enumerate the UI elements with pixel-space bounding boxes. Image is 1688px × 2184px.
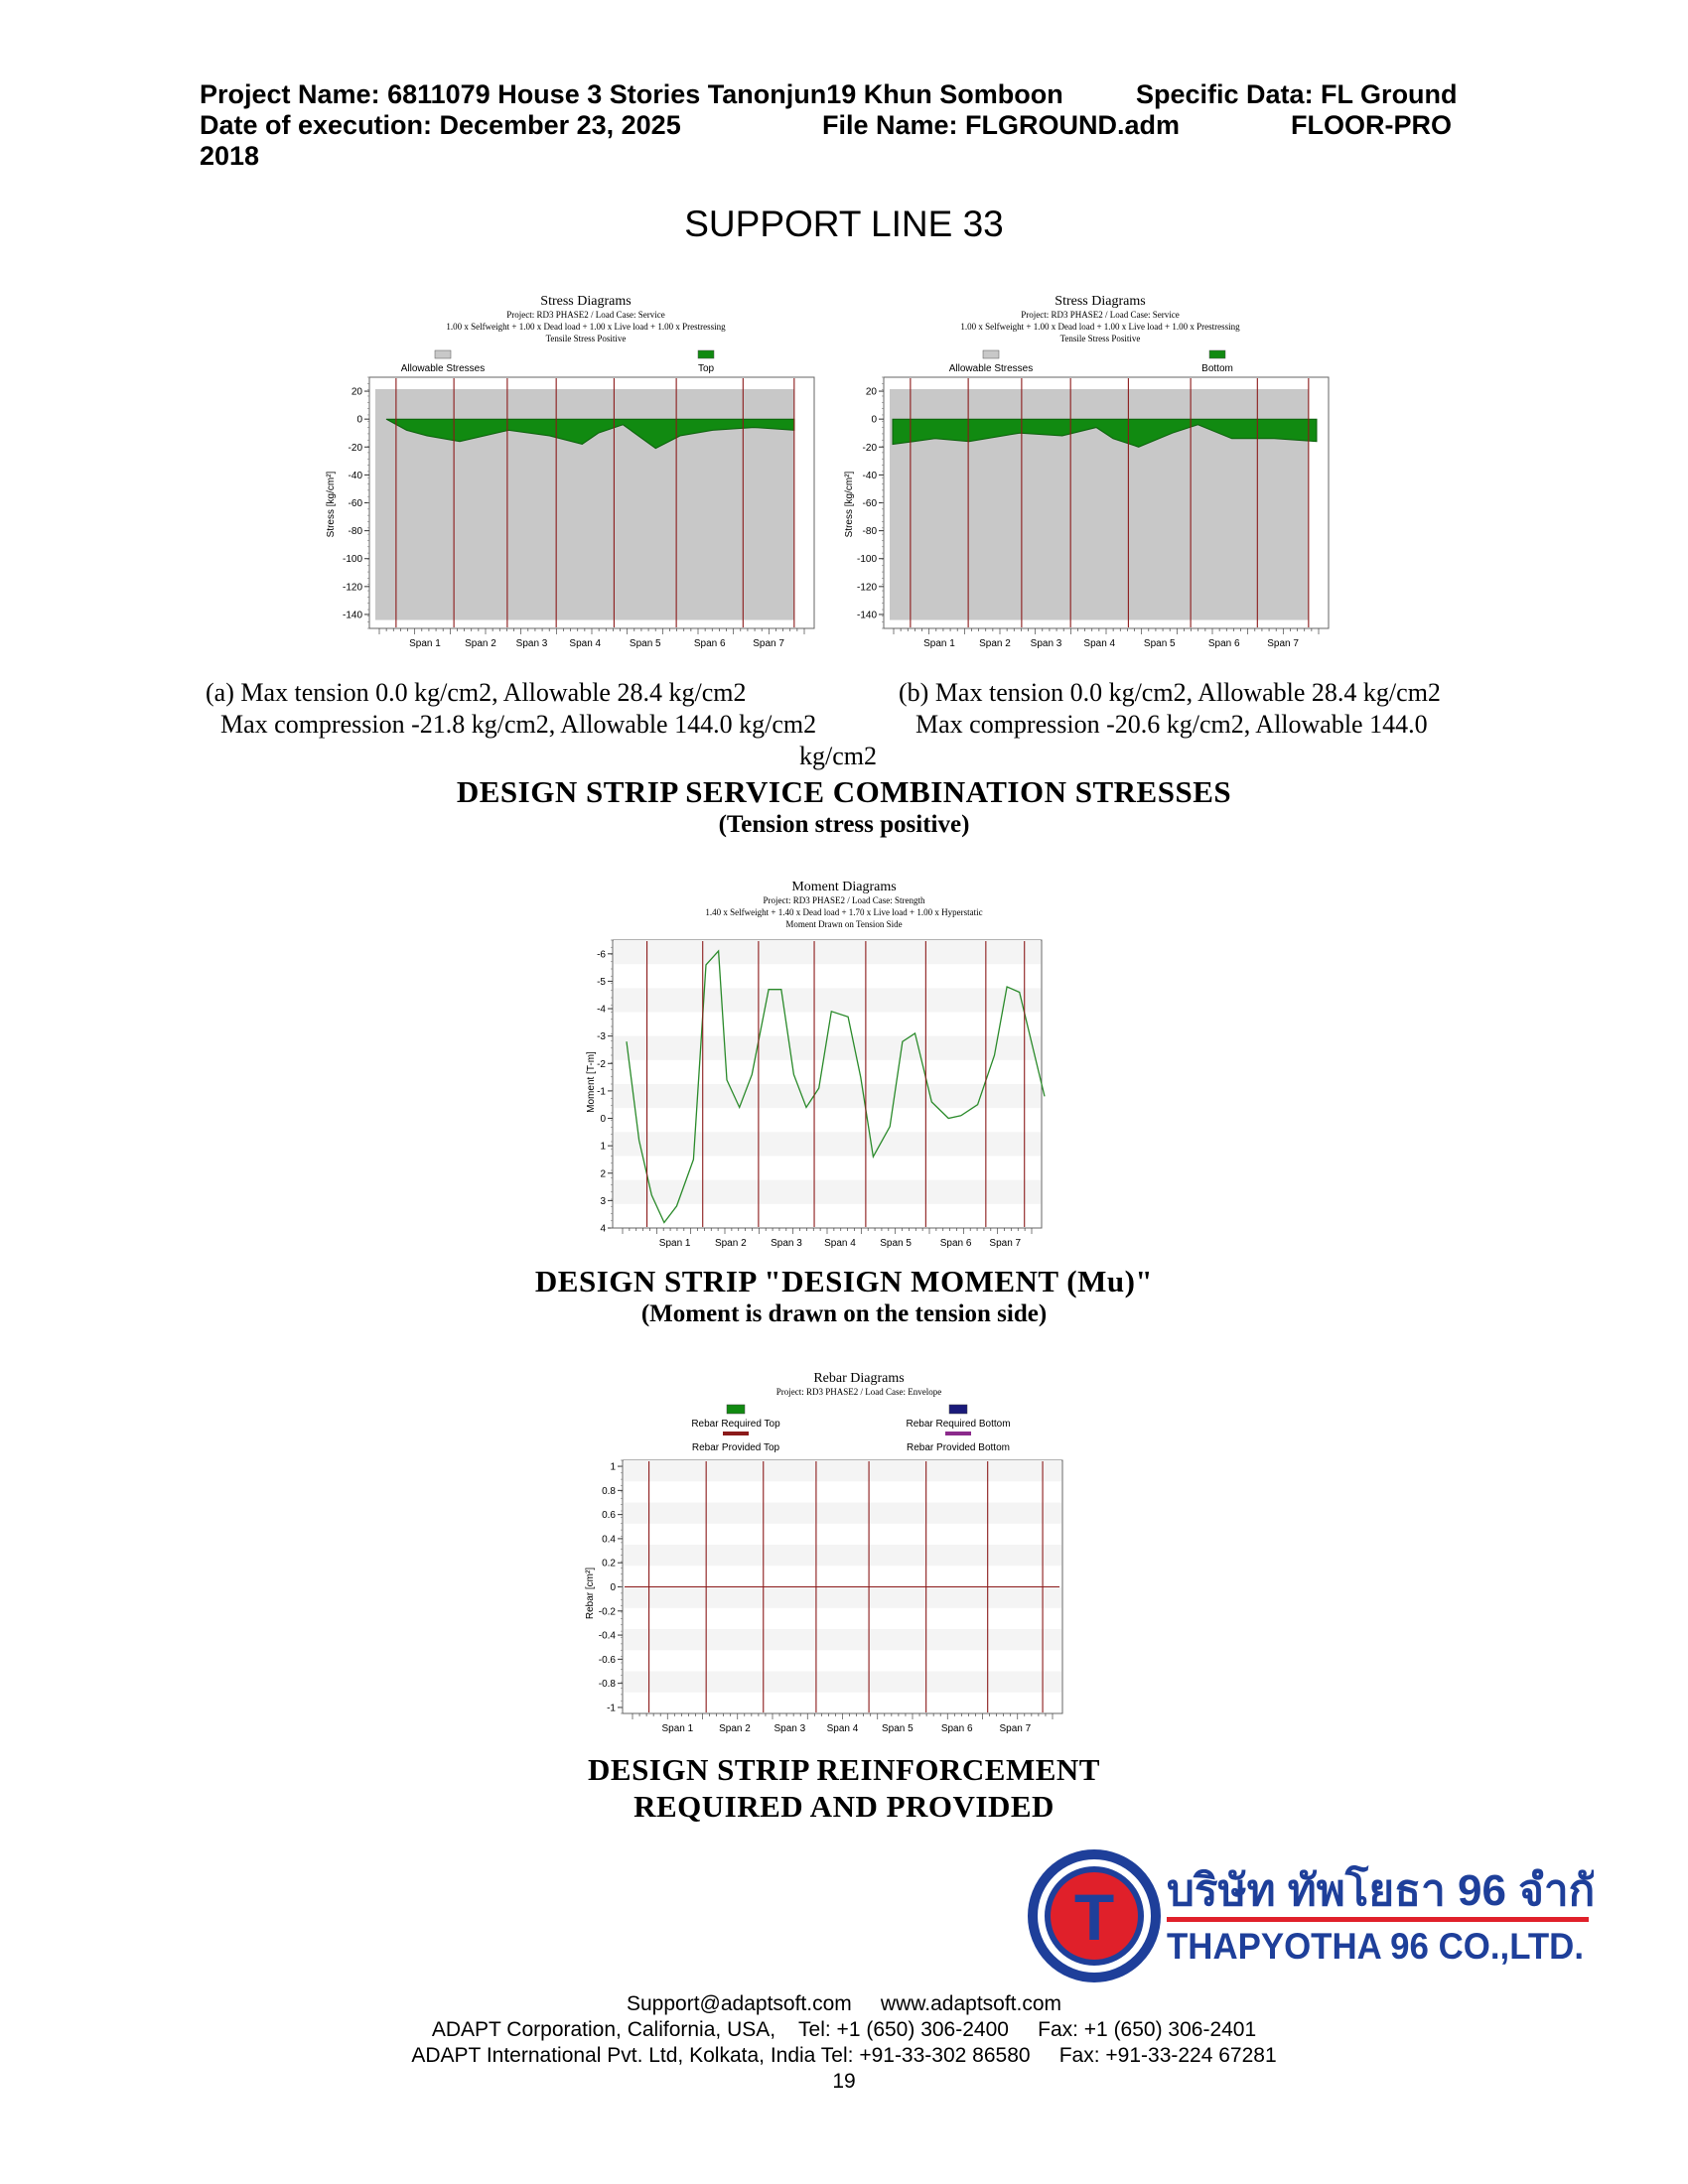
span-label: Span 2: [714, 1238, 747, 1249]
rebar-section-title-line2: REQUIRED AND PROVIDED: [633, 1789, 1055, 1824]
span-label: Span 1: [661, 1723, 694, 1734]
y-tick-label: -120: [856, 582, 877, 594]
chart-title: Moment Diagrams: [791, 880, 897, 894]
caption-a-line2: Max compression -21.8 kg/cm2, Allowable 144.0 kg/cm2: [220, 710, 817, 739]
span-label: Span 6: [693, 638, 726, 649]
chart-combination: 1.00 x Selfweight + 1.00 x Dead load + 1.00 x Live load + 1.00 x Prestressing: [960, 322, 1240, 332]
span-label: Span 5: [629, 638, 661, 649]
chart-subtitle: Project: RD3 PHASE2 / Load Case: Service: [506, 310, 665, 320]
y-tick-label: -60: [862, 498, 877, 509]
span-label: Span 4: [1083, 638, 1116, 649]
span-label: Span 3: [1030, 638, 1062, 649]
span-label: Span 2: [719, 1723, 751, 1734]
product-year: 2018: [200, 141, 260, 171]
y-tick-label: -5: [597, 976, 606, 988]
rebar-chart: [571, 1365, 1107, 1757]
y-tick-label: -100: [342, 554, 362, 566]
moment-section-subtitle: (Moment is drawn on the tension side): [640, 1300, 1048, 1327]
caption-b-line1: (b) Max tension 0.0 kg/cm2, Allowable 28.4 kg/cm2: [899, 678, 1441, 707]
span-label: Span 2: [465, 638, 496, 649]
file-name: File Name: FLGROUND.adm: [822, 110, 1181, 140]
grid-band: [614, 940, 1041, 964]
stress-top-plot: [343, 377, 814, 649]
legend-prov-top-swatch: [723, 1432, 749, 1435]
legend-prov-top-label: Rebar Provided Top: [691, 1442, 780, 1453]
legend-allowable-swatch: [983, 350, 999, 358]
stress-top-chart: [308, 288, 824, 665]
y-tick-label: 0: [610, 1582, 616, 1593]
caption-a-line1: (a) Max tension 0.0 kg/cm2, Allowable 28.4 kg/cm2: [206, 678, 747, 707]
span-label: Span 3: [771, 1238, 802, 1249]
y-tick-label: -20: [348, 442, 362, 454]
caption-b-line3: kg/cm2: [799, 742, 877, 770]
y-tick-label: 0.6: [602, 1510, 616, 1522]
legend-top-swatch: [698, 350, 714, 358]
chart-note: Moment Drawn on Tension Side: [785, 919, 903, 929]
rebar-plot: [599, 1460, 1062, 1734]
y-tick-label: -40: [348, 470, 362, 481]
span-label: Span 7: [999, 1723, 1032, 1734]
span-label: Span 4: [826, 1723, 859, 1734]
grid-band: [624, 1460, 1061, 1481]
footer-international: ADAPT International Pvt. Ltd, Kolkata, India Tel: +91-33-302 86580 Fax: +91-33-224 67281: [411, 2044, 1277, 2067]
chart-combination: 1.40 x Selfweight + 1.40 x Dead load + 1.70 x Live load + 1.00 x Hyperstatic: [705, 907, 983, 917]
grid-band: [624, 1587, 1061, 1608]
span-label: Span 7: [989, 1238, 1022, 1249]
y-axis-label: Stress [kg/cm²]: [844, 471, 855, 538]
y-tick-label: -1: [597, 1086, 606, 1098]
chart-note: Tensile Stress Positive: [1059, 334, 1141, 343]
y-tick-label: -0.2: [598, 1606, 616, 1618]
logo-english-name: THAPYOTHA 96 CO.,LTD.: [1167, 1926, 1584, 1967]
y-tick-label: -140: [342, 610, 362, 621]
caption-b-line2: Max compression -20.6 kg/cm2, Allowable 144.0: [915, 710, 1428, 739]
project-name: Project Name: 6811079 House 3 Stories Tanonjun19 Khun Somboon: [200, 79, 1063, 109]
legend-prov-bot-swatch: [945, 1432, 971, 1435]
rebar-section-title-line1: DESIGN STRIP REINFORCEMENT: [588, 1752, 1100, 1787]
grid-band: [624, 1629, 1061, 1650]
y-tick-label: -0.4: [598, 1630, 616, 1642]
span-label: Span 6: [1207, 638, 1240, 649]
y-tick-label: -6: [597, 949, 606, 961]
page-number: 19: [832, 2070, 856, 2093]
chart-combination: 1.00 x Selfweight + 1.00 x Dead load + 1.00 x Live load + 1.00 x Prestressing: [446, 322, 726, 332]
grid-band: [614, 988, 1041, 1012]
specific-data: Specific Data: FL Ground: [1136, 79, 1458, 109]
legend-req-bot-label: Rebar Required Bottom: [906, 1419, 1011, 1430]
legend-top-label: Top: [697, 363, 715, 374]
span-label: Span 3: [774, 1723, 806, 1734]
moment-section-title: DESIGN STRIP "DESIGN MOMENT (Mu)": [534, 1264, 1154, 1298]
execution-date: Date of execution: December 23, 2025: [200, 110, 681, 140]
stress-section-title: DESIGN STRIP SERVICE COMBINATION STRESSES: [456, 774, 1232, 809]
chart-title: Rebar Diagrams: [813, 1371, 905, 1386]
y-tick-label: -40: [862, 470, 877, 481]
page-title: SUPPORT LINE 33: [684, 204, 1004, 244]
logo-thai-name: บริษัท ทัพโยธา 96 จำกัด: [1167, 1866, 1594, 1915]
y-tick-label: 0: [356, 414, 362, 426]
grid-band: [624, 1545, 1061, 1566]
y-tick-label: -20: [862, 442, 877, 454]
span-label: Span 7: [753, 638, 784, 649]
grid-band: [624, 1503, 1061, 1524]
company-logo-mark: [1023, 1842, 1594, 1990]
span-label: Span 1: [409, 638, 441, 649]
y-tick-label: 20: [351, 386, 362, 398]
stress-bottom-chart: [832, 288, 1348, 665]
logo-divider: [1167, 1917, 1589, 1922]
y-tick-label: -120: [342, 582, 362, 594]
stress-section-subtitle: (Tension stress positive): [718, 811, 970, 838]
y-tick-label: -80: [862, 526, 877, 538]
span-label: Span 1: [658, 1238, 691, 1249]
y-tick-label: -4: [597, 1004, 606, 1016]
y-tick-label: -0.8: [598, 1679, 616, 1691]
stress-bottom-plot: [857, 377, 1329, 649]
span-label: Span 2: [979, 638, 1011, 649]
y-tick-label: 0: [871, 414, 877, 426]
y-tick-label: 1: [600, 1141, 606, 1153]
y-tick-label: -100: [856, 554, 877, 566]
chart-title: Stress Diagrams: [1055, 294, 1146, 309]
chart-subtitle: Project: RD3 PHASE2 / Load Case: Strength: [763, 895, 925, 905]
span-label: Span 7: [1267, 638, 1299, 649]
y-tick-label: 4: [600, 1223, 606, 1235]
logo-letter: T: [1073, 1880, 1115, 1954]
span-label: Span 4: [824, 1238, 856, 1249]
moment-chart: [571, 874, 1107, 1256]
legend-allowable-label: Allowable Stresses: [948, 363, 1034, 374]
span-label: Span 5: [1143, 638, 1176, 649]
y-axis-label: Stress [kg/cm²]: [326, 471, 337, 538]
legend-req-top-swatch: [727, 1405, 745, 1414]
company-logo: [1023, 1842, 1594, 1990]
grid-band: [614, 1132, 1041, 1156]
y-tick-label: -3: [597, 1031, 606, 1043]
legend-req-bot-swatch: [949, 1405, 967, 1414]
span-label: Span 5: [880, 1238, 912, 1249]
y-tick-label: -0.6: [598, 1654, 616, 1666]
y-tick-label: -140: [856, 610, 877, 621]
span-label: Span 6: [939, 1238, 972, 1249]
y-tick-label: 3: [600, 1195, 606, 1207]
y-tick-label: 0.8: [602, 1485, 616, 1497]
legend-allowable-swatch: [435, 350, 451, 358]
span-label: Span 1: [923, 638, 955, 649]
legend-req-top-label: Rebar Required Top: [691, 1419, 780, 1430]
legend-bottom-swatch: [1209, 350, 1225, 358]
y-tick-label: -2: [597, 1058, 606, 1070]
grid-band: [614, 1180, 1041, 1204]
chart-title: Stress Diagrams: [540, 294, 632, 309]
grid-band: [624, 1672, 1061, 1693]
footer-corporation: ADAPT Corporation, California, USA, Tel: +1 (650) 306-2400 Fax: +1 (650) 306-2401: [431, 2018, 1257, 2041]
chart-subtitle: Project: RD3 PHASE2 / Load Case: Service: [1021, 310, 1180, 320]
legend-prov-bot-label: Rebar Provided Bottom: [907, 1442, 1010, 1453]
footer-support: Support@adaptsoft.com www.adaptsoft.com: [626, 1992, 1062, 2015]
y-axis-label: Moment [T-m]: [586, 1051, 597, 1113]
chart-subtitle: Project: RD3 PHASE2 / Load Case: Envelope: [775, 1387, 942, 1397]
span-label: Span 5: [882, 1723, 914, 1734]
span-label: Span 3: [515, 638, 548, 649]
span-label: Span 4: [569, 638, 602, 649]
grid-band: [614, 1084, 1041, 1108]
product-name: FLOOR-PRO: [1291, 110, 1452, 140]
legend-bottom-label: Bottom: [1201, 363, 1233, 374]
legend-allowable-label: Allowable Stresses: [400, 363, 486, 374]
y-tick-label: 1: [610, 1461, 616, 1473]
y-axis-label: Rebar [cm²]: [585, 1567, 596, 1620]
y-tick-label: 20: [865, 386, 877, 398]
y-tick-label: -1: [607, 1703, 616, 1714]
chart-note: Tensile Stress Positive: [545, 334, 627, 343]
span-label: Span 6: [940, 1723, 973, 1734]
y-tick-label: 2: [600, 1168, 606, 1180]
y-tick-label: 0: [600, 1114, 606, 1126]
y-tick-label: -60: [348, 498, 362, 509]
y-tick-label: -80: [348, 526, 362, 538]
y-tick-label: 0.2: [602, 1558, 616, 1570]
moment-plot: [597, 940, 1045, 1249]
y-tick-label: 0.4: [602, 1534, 616, 1546]
